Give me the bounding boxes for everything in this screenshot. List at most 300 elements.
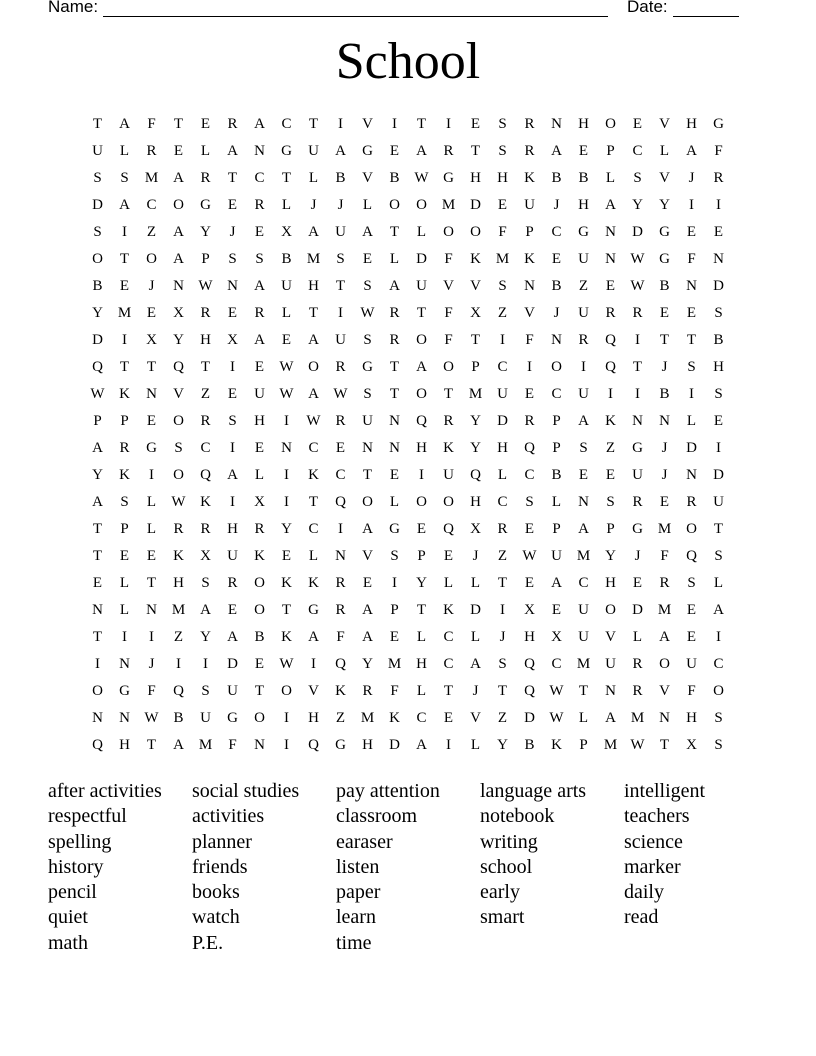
grid-letter: T bbox=[443, 683, 454, 699]
grid-letter: I bbox=[230, 494, 235, 510]
grid-letter: Q bbox=[173, 683, 184, 699]
grid-letter: Q bbox=[335, 494, 346, 510]
grid-letter: X bbox=[281, 224, 292, 240]
grid-row bbox=[84, 165, 732, 192]
word-list-item: intelligent bbox=[624, 780, 706, 802]
grid-letter: I bbox=[392, 575, 397, 591]
grid-letter: M bbox=[171, 602, 186, 618]
grid-letter: W bbox=[144, 710, 159, 726]
grid-letter: J bbox=[661, 440, 668, 456]
grid-letter: E bbox=[497, 197, 508, 213]
grid-letter: I bbox=[689, 197, 694, 213]
grid-letter: B bbox=[524, 737, 535, 753]
grid-letter: P bbox=[606, 143, 615, 159]
grid-letter: L bbox=[470, 737, 481, 753]
grid-letter: R bbox=[254, 305, 265, 321]
grid-letter: K bbox=[173, 548, 184, 564]
grid-letter: C bbox=[524, 467, 535, 483]
grid-letter: J bbox=[634, 548, 641, 564]
grid-letter: O bbox=[659, 656, 670, 672]
grid-letter: P bbox=[579, 737, 588, 753]
word-list-item: spelling bbox=[48, 830, 112, 853]
grid-letter: S bbox=[93, 170, 102, 186]
grid-letter: N bbox=[119, 710, 130, 726]
grid-letter: H bbox=[308, 278, 319, 294]
grid-letter: X bbox=[200, 548, 211, 564]
grid-letter: T bbox=[470, 143, 481, 159]
grid-letter: Y bbox=[632, 197, 643, 213]
grid-letter: J bbox=[337, 197, 344, 213]
grid-letter: H bbox=[524, 629, 535, 645]
grid-letter: T bbox=[389, 359, 400, 375]
grid-row bbox=[84, 300, 732, 327]
grid-row bbox=[84, 138, 732, 165]
grid-letter: H bbox=[416, 440, 427, 456]
grid-letter: I bbox=[500, 332, 505, 348]
grid-row bbox=[84, 219, 732, 246]
grid-letter: E bbox=[254, 224, 265, 240]
grid-letter: A bbox=[227, 143, 238, 159]
grid-letter: E bbox=[146, 548, 157, 564]
grid-letter: V bbox=[524, 305, 535, 321]
grid-letter: H bbox=[173, 575, 184, 591]
grid-letter: A bbox=[578, 413, 589, 429]
grid-row bbox=[84, 705, 732, 732]
grid-letter: T bbox=[578, 683, 589, 699]
grid-letter: J bbox=[229, 224, 236, 240]
grid-letter: H bbox=[686, 710, 697, 726]
grid-letter: I bbox=[176, 656, 181, 672]
grid-letter: F bbox=[228, 737, 237, 753]
grid-letter: Q bbox=[200, 467, 211, 483]
grid-letter: C bbox=[281, 116, 292, 132]
grid-letter: F bbox=[147, 683, 156, 699]
grid-letter: E bbox=[632, 575, 643, 591]
grid-letter: W bbox=[630, 278, 645, 294]
grid-letter: Y bbox=[470, 413, 481, 429]
grid-letter: B bbox=[551, 170, 562, 186]
grid-letter: A bbox=[605, 197, 616, 213]
grid-letter: C bbox=[254, 170, 265, 186]
grid-letter: I bbox=[284, 413, 289, 429]
grid-letter: T bbox=[362, 467, 373, 483]
grid-letter: S bbox=[336, 251, 345, 267]
word-list-item: marker bbox=[624, 855, 681, 878]
grid-letter: A bbox=[254, 116, 265, 132]
grid-letter: A bbox=[173, 737, 184, 753]
grid-letter: N bbox=[551, 332, 562, 348]
grid-letter: S bbox=[714, 548, 723, 564]
grid-letter: V bbox=[470, 710, 481, 726]
grid-letter: S bbox=[633, 170, 642, 186]
grid-letter: F bbox=[444, 332, 453, 348]
grid-row bbox=[84, 516, 732, 543]
grid-letter: S bbox=[687, 359, 696, 375]
grid-letter: Y bbox=[497, 737, 508, 753]
grid-letter: N bbox=[551, 116, 562, 132]
grid-letter: Y bbox=[92, 467, 103, 483]
grid-letter: H bbox=[254, 413, 265, 429]
word-list-item: read bbox=[624, 906, 659, 929]
grid-letter: V bbox=[659, 116, 670, 132]
grid-letter: M bbox=[441, 197, 456, 213]
grid-letter: K bbox=[200, 494, 211, 510]
grid-letter: F bbox=[444, 305, 453, 321]
grid-letter: U bbox=[686, 656, 697, 672]
grid-row bbox=[84, 435, 732, 462]
word-list-item: time bbox=[336, 931, 372, 954]
grid-letter: C bbox=[308, 440, 319, 456]
grid-letter: P bbox=[552, 413, 561, 429]
grid-letter: I bbox=[635, 332, 640, 348]
grid-letter: S bbox=[363, 386, 372, 402]
grid-letter: U bbox=[335, 332, 346, 348]
grid-letter: B bbox=[389, 170, 400, 186]
grid-letter: U bbox=[443, 467, 454, 483]
grid-letter: Q bbox=[605, 332, 616, 348]
grid-letter: M bbox=[360, 710, 375, 726]
grid-letter: K bbox=[281, 575, 292, 591]
grid-letter: D bbox=[686, 440, 697, 456]
grid-letter: I bbox=[716, 440, 721, 456]
grid-letter: R bbox=[119, 440, 130, 456]
grid-letter: G bbox=[335, 737, 346, 753]
grid-letter: M bbox=[198, 737, 213, 753]
grid-letter: C bbox=[551, 386, 562, 402]
grid-letter: E bbox=[524, 575, 535, 591]
grid-letter: R bbox=[497, 521, 508, 537]
grid-letter: T bbox=[416, 305, 427, 321]
grid-letter: T bbox=[92, 116, 103, 132]
grid-letter: E bbox=[362, 251, 373, 267]
header bbox=[48, 0, 768, 19]
grid-letter: E bbox=[686, 305, 697, 321]
grid-letter: R bbox=[443, 143, 454, 159]
grid-letter: E bbox=[227, 305, 238, 321]
grid-letter: B bbox=[254, 629, 265, 645]
word-list-item: daily bbox=[624, 881, 664, 904]
grid-letter: R bbox=[389, 305, 400, 321]
grid-letter: D bbox=[389, 737, 400, 753]
grid-letter: V bbox=[659, 683, 670, 699]
grid-letter: O bbox=[308, 359, 319, 375]
grid-letter: K bbox=[443, 440, 454, 456]
grid-letter: G bbox=[578, 224, 589, 240]
grid-letter: L bbox=[362, 197, 373, 213]
grid-letter: O bbox=[173, 197, 184, 213]
grid-letter: W bbox=[279, 656, 294, 672]
grid-letter: P bbox=[93, 413, 102, 429]
grid-letter: T bbox=[200, 359, 211, 375]
grid-letter: G bbox=[308, 602, 319, 618]
grid-letter: W bbox=[279, 386, 294, 402]
grid-letter: G bbox=[632, 521, 643, 537]
word-list-item: classroom bbox=[336, 805, 418, 828]
grid-letter: S bbox=[714, 386, 723, 402]
grid-letter: H bbox=[686, 116, 697, 132]
grid-letter: O bbox=[254, 710, 265, 726]
grid-letter: O bbox=[713, 683, 724, 699]
grid-letter: F bbox=[390, 683, 399, 699]
grid-letter: A bbox=[659, 629, 670, 645]
grid-letter: T bbox=[281, 170, 292, 186]
grid-row bbox=[84, 192, 732, 219]
word-list-item: friends bbox=[192, 855, 248, 878]
grid-letter: E bbox=[686, 224, 697, 240]
grid-letter: T bbox=[389, 386, 400, 402]
grid-letter: H bbox=[497, 440, 508, 456]
grid-row bbox=[84, 273, 732, 300]
grid-row bbox=[84, 543, 732, 570]
grid-letter: G bbox=[659, 251, 670, 267]
grid-letter: U bbox=[362, 413, 373, 429]
grid-letter: J bbox=[472, 683, 479, 699]
grid-letter: E bbox=[281, 332, 292, 348]
grid-letter: I bbox=[392, 116, 397, 132]
grid-letter: N bbox=[713, 251, 724, 267]
grid-letter: G bbox=[146, 440, 157, 456]
grid-letter: E bbox=[605, 467, 616, 483]
grid-letter: D bbox=[632, 602, 643, 618]
grid-letter: Q bbox=[524, 440, 535, 456]
grid-letter: I bbox=[500, 602, 505, 618]
grid-letter: N bbox=[92, 710, 103, 726]
grid-letter: Y bbox=[470, 440, 481, 456]
grid-letter: Z bbox=[173, 629, 184, 645]
grid-letter: U bbox=[632, 467, 643, 483]
grid-letter: T bbox=[92, 548, 103, 564]
grid-letter: X bbox=[254, 494, 265, 510]
grid-letter: M bbox=[576, 548, 591, 564]
grid-letter: N bbox=[686, 467, 697, 483]
grid-letter: A bbox=[362, 224, 373, 240]
grid-letter: J bbox=[661, 359, 668, 375]
word-list-item: books bbox=[192, 881, 240, 904]
grid-letter: E bbox=[119, 278, 130, 294]
grid-letter: A bbox=[578, 521, 589, 537]
grid-letter: Z bbox=[605, 440, 616, 456]
grid-letter: N bbox=[173, 278, 184, 294]
grid-letter: X bbox=[227, 332, 238, 348]
grid-letter: R bbox=[227, 116, 238, 132]
grid-letter: S bbox=[498, 656, 507, 672]
grid-letter: O bbox=[146, 251, 157, 267]
grid-letter: U bbox=[308, 143, 319, 159]
grid-letter: A bbox=[173, 224, 184, 240]
grid-letter: Q bbox=[524, 683, 535, 699]
word-list-item: notebook bbox=[480, 805, 555, 828]
grid-letter: T bbox=[92, 521, 103, 537]
grid-letter: C bbox=[497, 494, 508, 510]
grid-letter: T bbox=[713, 521, 724, 537]
grid-letter: A bbox=[713, 602, 724, 618]
grid-letter: I bbox=[122, 332, 127, 348]
grid-letter: L bbox=[200, 143, 211, 159]
grid-letter: U bbox=[281, 278, 292, 294]
grid-letter: Y bbox=[605, 548, 616, 564]
grid-row bbox=[84, 570, 732, 597]
grid-letter: E bbox=[659, 305, 670, 321]
word-list-item: school bbox=[480, 855, 533, 878]
grid-letter: L bbox=[119, 143, 130, 159]
grid-letter: D bbox=[92, 332, 103, 348]
grid-letter: S bbox=[201, 683, 210, 699]
grid-letter: Z bbox=[497, 305, 508, 321]
grid-letter: P bbox=[120, 413, 129, 429]
grid-letter: A bbox=[227, 467, 238, 483]
grid-letter: H bbox=[308, 710, 319, 726]
grid-letter: C bbox=[200, 440, 211, 456]
grid-letter: E bbox=[605, 278, 616, 294]
grid-letter: H bbox=[497, 170, 508, 186]
grid-letter: X bbox=[470, 521, 481, 537]
grid-letter: J bbox=[472, 548, 479, 564]
grid-letter: R bbox=[632, 494, 643, 510]
grid-letter: N bbox=[632, 413, 643, 429]
grid-row bbox=[84, 327, 732, 354]
grid-letter: U bbox=[713, 494, 724, 510]
grid-letter: U bbox=[578, 386, 589, 402]
grid-letter: C bbox=[578, 575, 589, 591]
grid-letter: E bbox=[281, 548, 292, 564]
grid-letter: T bbox=[173, 116, 184, 132]
grid-letter: Z bbox=[146, 224, 157, 240]
grid-letter: P bbox=[471, 359, 480, 375]
grid-letter: V bbox=[308, 683, 319, 699]
grid-letter: T bbox=[686, 332, 697, 348]
grid-letter: U bbox=[335, 224, 346, 240]
grid-letter: S bbox=[525, 494, 534, 510]
grid-letter: A bbox=[605, 710, 616, 726]
grid-letter: E bbox=[443, 548, 454, 564]
grid-letter: O bbox=[254, 575, 265, 591]
grid-letter: L bbox=[308, 548, 319, 564]
grid-letter: I bbox=[230, 359, 235, 375]
grid-letter: R bbox=[335, 575, 346, 591]
grid-row bbox=[84, 678, 732, 705]
grid-letter: O bbox=[173, 413, 184, 429]
word-list-item: watch bbox=[192, 906, 240, 929]
grid-letter: W bbox=[171, 494, 186, 510]
grid-letter: D bbox=[92, 197, 103, 213]
grid-letter: H bbox=[578, 116, 589, 132]
grid-letter: A bbox=[308, 386, 319, 402]
grid-letter: I bbox=[689, 386, 694, 402]
grid-letter: I bbox=[716, 197, 721, 213]
grid-letter: H bbox=[713, 359, 724, 375]
word-list-item: quiet bbox=[48, 906, 88, 929]
grid-letter: Y bbox=[92, 305, 103, 321]
word-list-item: smart bbox=[480, 906, 525, 929]
grid-letter: S bbox=[174, 440, 183, 456]
grid-letter: F bbox=[444, 251, 453, 267]
grid-letter: L bbox=[119, 602, 130, 618]
grid-letter: W bbox=[630, 251, 645, 267]
grid-letter: U bbox=[578, 305, 589, 321]
grid-letter: L bbox=[389, 494, 400, 510]
grid-letter: J bbox=[688, 170, 695, 186]
grid-letter: A bbox=[308, 224, 319, 240]
grid-letter: B bbox=[659, 278, 670, 294]
grid-letter: H bbox=[578, 197, 589, 213]
grid-letter: F bbox=[147, 116, 156, 132]
grid-letter: A bbox=[416, 737, 427, 753]
grid-letter: N bbox=[389, 413, 400, 429]
grid-letter: Y bbox=[200, 629, 211, 645]
grid-letter: N bbox=[578, 494, 589, 510]
grid-letter: G bbox=[227, 710, 238, 726]
grid-letter: I bbox=[284, 467, 289, 483]
grid-letter: C bbox=[146, 197, 157, 213]
grid-letter: S bbox=[93, 224, 102, 240]
grid-row bbox=[84, 408, 732, 435]
grid-letter: Q bbox=[335, 656, 346, 672]
grid-letter: W bbox=[549, 683, 564, 699]
grid-letter: T bbox=[119, 359, 130, 375]
grid-letter: M bbox=[657, 602, 672, 618]
grid-letter: N bbox=[686, 278, 697, 294]
grid-letter: E bbox=[578, 143, 589, 159]
grid-letter: P bbox=[120, 521, 129, 537]
grid-letter: K bbox=[119, 467, 130, 483]
grid-letter: Q bbox=[443, 521, 454, 537]
grid-letter: R bbox=[173, 521, 184, 537]
grid-letter: E bbox=[524, 521, 535, 537]
grid-letter: M bbox=[603, 737, 618, 753]
grid-letter: K bbox=[524, 170, 535, 186]
grid-letter: X bbox=[524, 602, 535, 618]
word-list-item: teachers bbox=[624, 805, 690, 828]
grid-letter: A bbox=[308, 629, 319, 645]
grid-row bbox=[84, 651, 732, 678]
grid-letter: E bbox=[551, 251, 562, 267]
grid-letter: L bbox=[497, 467, 508, 483]
grid-letter: L bbox=[605, 170, 616, 186]
grid-letter: T bbox=[92, 629, 103, 645]
grid-letter: T bbox=[146, 359, 157, 375]
grid-letter: B bbox=[659, 386, 670, 402]
grid-letter: A bbox=[254, 332, 265, 348]
grid-letter: P bbox=[525, 224, 534, 240]
grid-letter: D bbox=[632, 224, 643, 240]
grid-letter: T bbox=[227, 170, 238, 186]
grid-letter: C bbox=[551, 224, 562, 240]
grid-letter: T bbox=[281, 602, 292, 618]
grid-letter: H bbox=[470, 170, 481, 186]
grid-letter: I bbox=[122, 224, 127, 240]
grid-letter: X bbox=[686, 737, 697, 753]
grid-letter: N bbox=[119, 656, 130, 672]
grid-letter: N bbox=[389, 440, 400, 456]
grid-letter: V bbox=[470, 278, 481, 294]
grid-letter: R bbox=[335, 602, 346, 618]
grid-letter: K bbox=[308, 467, 319, 483]
grid-letter: T bbox=[470, 332, 481, 348]
grid-letter: N bbox=[227, 278, 238, 294]
grid-letter: Y bbox=[200, 224, 211, 240]
grid-letter: T bbox=[146, 575, 157, 591]
grid-letter: E bbox=[254, 440, 265, 456]
grid-letter: L bbox=[416, 224, 427, 240]
grid-letter: N bbox=[254, 737, 265, 753]
grid-letter: T bbox=[416, 602, 427, 618]
grid-letter: R bbox=[632, 683, 643, 699]
grid-letter: U bbox=[227, 683, 238, 699]
grid-letter: X bbox=[551, 629, 562, 645]
grid-letter: I bbox=[122, 629, 127, 645]
grid-letter: G bbox=[119, 683, 130, 699]
grid-letter: E bbox=[578, 467, 589, 483]
